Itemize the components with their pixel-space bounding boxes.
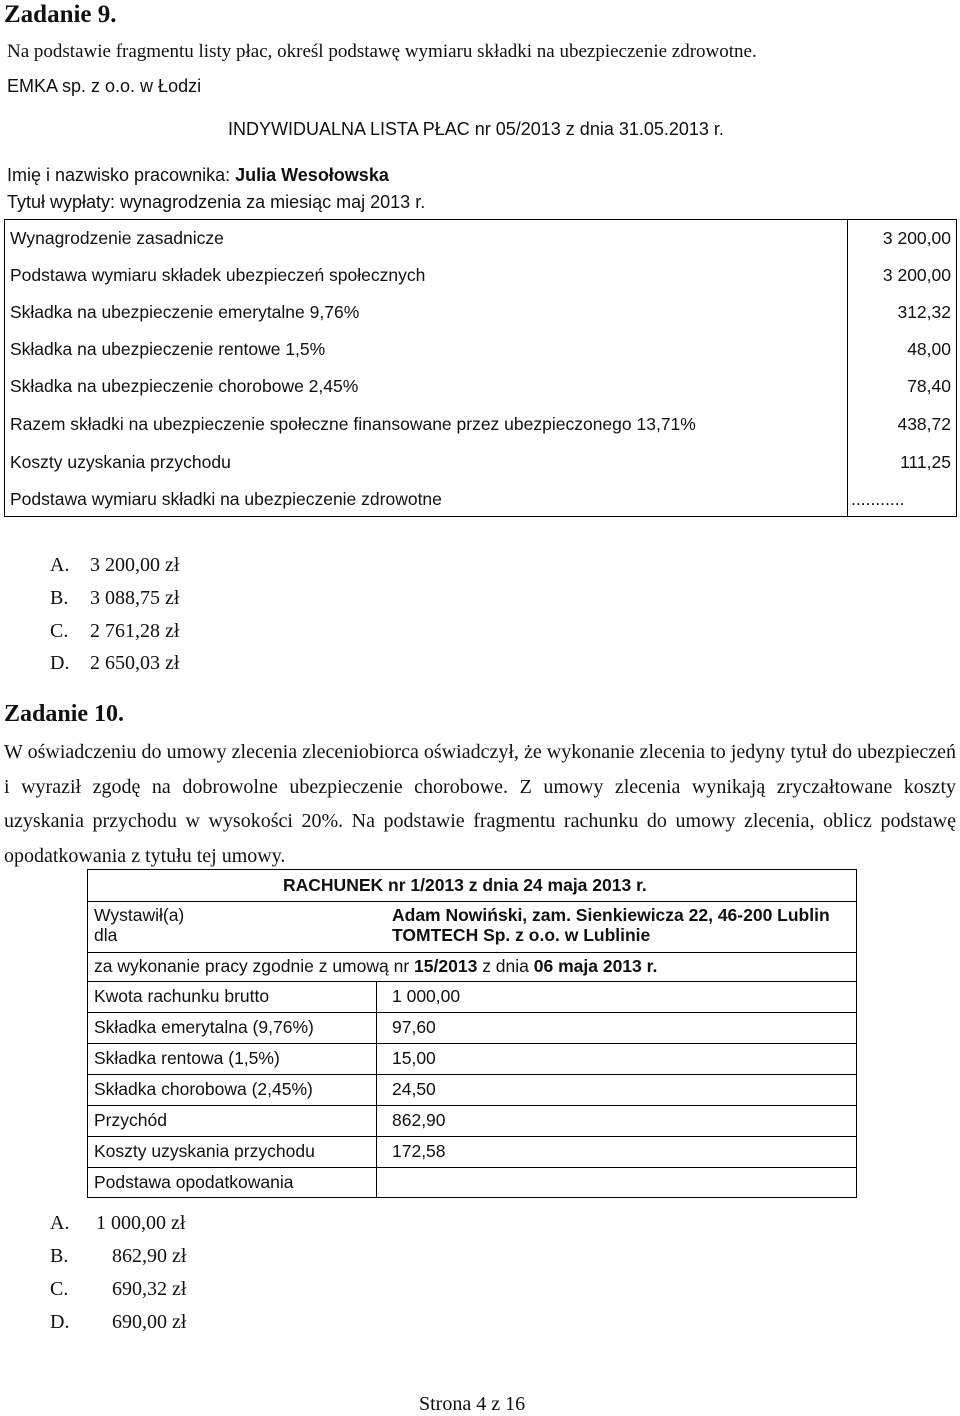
answer-option[interactable] bbox=[50, 1245, 186, 1268]
answer-option[interactable] bbox=[50, 1311, 186, 1334]
answer-option[interactable] bbox=[50, 620, 179, 643]
payroll-row-value: 312,32 bbox=[897, 302, 951, 322]
bill-row-value: 24,50 bbox=[392, 1079, 436, 1099]
payroll-row bbox=[5, 376, 956, 412]
payroll-row bbox=[5, 489, 956, 525]
payroll-table bbox=[4, 219, 957, 517]
answer-option[interactable] bbox=[50, 652, 179, 675]
company-name: EMKA sp. z o.o. w Łodzi bbox=[7, 76, 202, 96]
employee-name: Julia Wesołowska bbox=[235, 165, 389, 185]
answer-option[interactable] bbox=[50, 1278, 186, 1301]
bill-row-value: 97,60 bbox=[392, 1017, 436, 1037]
bill-divider bbox=[88, 1105, 856, 1106]
bill-row-value: 862,90 bbox=[392, 1110, 446, 1130]
answer-text: 862,90 zł bbox=[112, 1245, 187, 1267]
payroll-row-value: 3 200,00 bbox=[882, 228, 951, 248]
bill-contract-date: 06 maja 2013 r. bbox=[533, 956, 658, 976]
payroll-row-value: 438,72 bbox=[897, 414, 951, 434]
bill-row-label: Przychód bbox=[94, 1110, 167, 1130]
answer-letter: A. bbox=[50, 554, 70, 576]
answer-text: 2 761,28 zł bbox=[90, 620, 180, 642]
payroll-row-value: 78,40 bbox=[907, 376, 951, 396]
bill-work-line bbox=[94, 956, 657, 977]
bill-divider bbox=[88, 952, 856, 953]
bill-issued-value bbox=[392, 905, 830, 926]
bill-divider bbox=[88, 901, 856, 902]
bill-for-value-text: TOMTECH Sp. z o.o. w Lublinie bbox=[392, 925, 651, 945]
payroll-row-value: 111,25 bbox=[900, 452, 951, 472]
answer-text: 3 088,75 zł bbox=[90, 587, 180, 609]
bill-issued-value-text: Adam Nowiński, zam. Sienkiewicza 22, 46-200 Lublin bbox=[392, 905, 830, 925]
bill-row-value: 15,00 bbox=[392, 1048, 436, 1068]
payroll-row-label: Wynagrodzenie zasadnicze bbox=[10, 228, 224, 248]
answer-letter: B. bbox=[50, 1245, 69, 1267]
bill-divider bbox=[88, 1074, 856, 1075]
answer-option[interactable] bbox=[50, 587, 179, 610]
page-number: Strona 4 z 16 bbox=[419, 1393, 526, 1415]
payroll-row-value: 48,00 bbox=[907, 339, 951, 359]
task-9-title: Zadanie 9. bbox=[4, 1, 117, 28]
payroll-row-value: ........... bbox=[851, 489, 905, 509]
bill-for-label: dla bbox=[94, 925, 118, 945]
bill-divider bbox=[88, 1012, 856, 1013]
bill-row-label: Kwota rachunku brutto bbox=[94, 986, 270, 1006]
bill-work-prefix: za wykonanie pracy zgodnie z umową nr bbox=[94, 956, 410, 976]
answer-text: 690,32 zł bbox=[112, 1278, 187, 1300]
answer-letter: C. bbox=[50, 620, 69, 642]
task-10-title: Zadanie 10. bbox=[4, 701, 125, 727]
bill-table bbox=[87, 869, 857, 1198]
employee-label: Imię i nazwisko pracownika: bbox=[7, 165, 231, 185]
payroll-row bbox=[5, 228, 956, 264]
answer-letter: D. bbox=[50, 652, 70, 674]
bill-row-label: Składka rentowa (1,5%) bbox=[94, 1048, 280, 1068]
bill-divider bbox=[88, 1136, 856, 1137]
answer-text: 2 650,03 zł bbox=[90, 652, 180, 674]
bill-row-value: 1 000,00 bbox=[392, 986, 461, 1006]
payroll-row bbox=[5, 414, 956, 450]
answer-option[interactable] bbox=[50, 1212, 185, 1235]
bill-issued-label: Wystawił(a) bbox=[94, 905, 185, 925]
payroll-row-label: Podstawa wymiaru składki na ubezpieczenie zdrowotne bbox=[10, 489, 442, 509]
payroll-row-label: Koszty uzyskania przychodu bbox=[10, 452, 231, 472]
answer-letter: C. bbox=[50, 1278, 69, 1300]
payroll-row bbox=[5, 339, 956, 375]
bill-row-label: Składka chorobowa (2,45%) bbox=[94, 1079, 313, 1099]
bill-divider bbox=[88, 1043, 856, 1044]
bill-title-text: RACHUNEK nr 1/2013 z dnia 24 maja 2013 r. bbox=[283, 875, 647, 895]
bill-column-divider bbox=[376, 981, 377, 1197]
payroll-row-label: Składka na ubezpieczenie rentowe 1,5% bbox=[10, 339, 326, 359]
answer-letter: B. bbox=[50, 587, 69, 609]
task-9-question: Na podstawie fragmentu listy płac, określ podstawę wymiaru składki na ubezpieczenie zdrowotne. bbox=[7, 41, 757, 62]
task-10-paragraph: W oświadczeniu do umowy zlecenia zleceniobiorca oświadczył, że wykonanie zlecenia to jedyny tytuł do ubezpieczeń i wyraził zgodę na dobrowolne ubezpieczenie chorobowe. Z umowy zlecenia wynikają zryczałtowane koszty uzyskania przychodu w wysokości 20%. Na podstawie fragmentu rachunku do umowy zlecenia, oblicz podstawę opodatkowania z tytułu tej umowy. bbox=[4, 741, 956, 868]
bill-row-label: Składka emerytalna (9,76%) bbox=[94, 1017, 314, 1037]
bill-row-value: 172,58 bbox=[392, 1141, 446, 1161]
payroll-row bbox=[5, 302, 956, 338]
payroll-row bbox=[5, 452, 956, 488]
bill-date-prefix: z dnia bbox=[482, 956, 529, 976]
payroll-row-label: Składka na ubezpieczenie emerytalne 9,76% bbox=[10, 302, 360, 322]
bill-title bbox=[283, 875, 647, 896]
answer-letter: A. bbox=[50, 1212, 70, 1234]
bill-row-label: Koszty uzyskania przychodu bbox=[94, 1141, 315, 1161]
answer-text: 3 200,00 zł bbox=[90, 554, 180, 576]
payroll-row-label: Podstawa wymiaru składek ubezpieczeń społecznych bbox=[10, 265, 426, 285]
payroll-row bbox=[5, 265, 956, 301]
answer-letter: D. bbox=[50, 1311, 70, 1333]
employee-line bbox=[7, 165, 389, 186]
payroll-row-label: Składka na ubezpieczenie chorobowe 2,45% bbox=[10, 376, 359, 396]
bill-row-label: Podstawa opodatkowania bbox=[94, 1172, 294, 1192]
payout-title: Tytuł wypłaty: wynagrodzenia za miesiąc maj 2013 r. bbox=[7, 192, 426, 212]
answer-text: 1 000,00 zł bbox=[96, 1212, 186, 1234]
payroll-row-value: 3 200,00 bbox=[882, 265, 951, 285]
bill-for-value bbox=[392, 925, 650, 946]
bill-contract-no: 15/2013 bbox=[414, 956, 478, 976]
answer-text: 690,00 zł bbox=[112, 1311, 187, 1333]
payroll-list-title: INDYWIDUALNA LISTA PŁAC nr 05/2013 z dnia 31.05.2013 r. bbox=[228, 119, 724, 139]
answer-option[interactable] bbox=[50, 554, 179, 577]
bill-divider bbox=[88, 1167, 856, 1168]
payroll-row-label: Razem składki na ubezpieczenie społeczne finansowane przez ubezpieczonego 13,71% bbox=[10, 414, 696, 434]
